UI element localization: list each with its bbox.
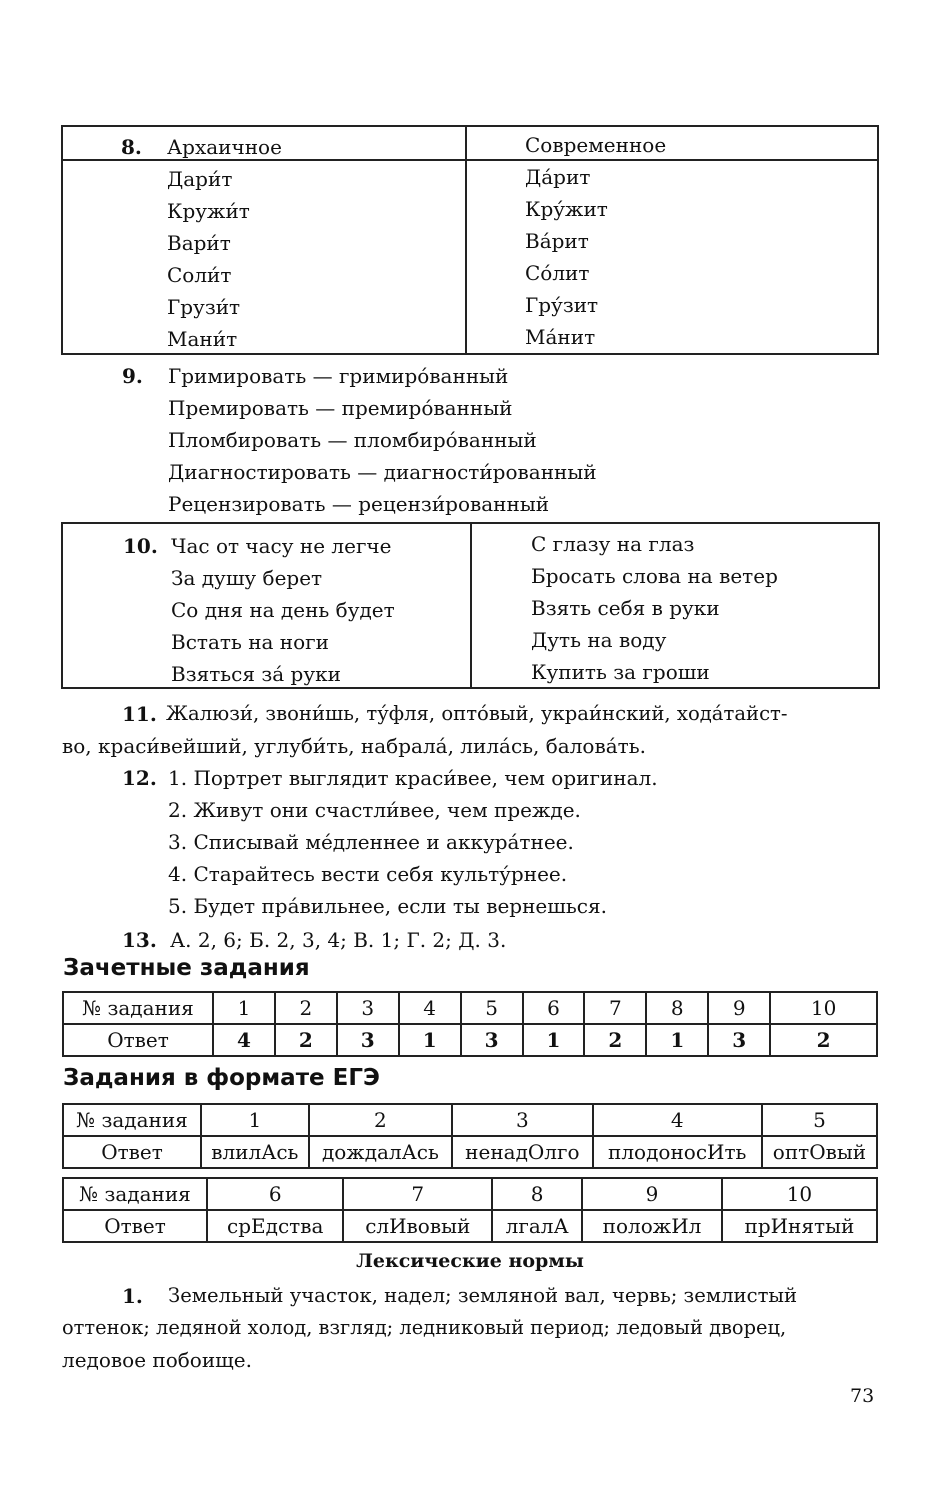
list-item: Диагностировать — диагности́рованный (168, 460, 597, 484)
task10-left-list (171, 530, 395, 690)
table-cell: 2 (309, 1104, 452, 1136)
list-item: Ма́нит (525, 325, 596, 349)
table-cell: 3 (461, 1024, 523, 1056)
list-item: Мани́т (167, 327, 238, 351)
list-item: Вари́т (167, 231, 231, 255)
list-item: Да́рит (525, 165, 591, 189)
table-cell: 2 (584, 1024, 646, 1056)
table-cell: 10 (722, 1178, 877, 1210)
table-cell: 10 (770, 992, 877, 1024)
table-cell: слИвовый (343, 1210, 492, 1242)
table-row (63, 992, 877, 1024)
row-label: № задания (63, 992, 213, 1024)
row-label: Ответ (63, 1136, 201, 1168)
lex-number: 1. (122, 1284, 143, 1308)
table-cell: плодоносИть (593, 1136, 762, 1168)
list-item: Гримировать — гримиро́ванный (168, 364, 509, 388)
table-row (63, 1104, 877, 1136)
list-item: Купить за гроши (531, 660, 710, 684)
list-item: Гру́зит (525, 293, 599, 317)
list-item: Рецензировать — рецензи́рованный (168, 492, 550, 516)
list-item: Премировать — премиро́ванный (168, 396, 513, 420)
table-cell: 9 (582, 1178, 722, 1210)
task11-line1: Жалюзи́, звони́шь, ту́фля, опто́вый, украи́нский, хода́тайст- (166, 702, 788, 725)
task8-left-header: Архаичное (167, 135, 282, 159)
table-cell: 4 (399, 992, 461, 1024)
list-item: 4. Старайтесь вести себя культу́рнее. (168, 862, 568, 886)
zachet-heading: Зачетные задания (63, 955, 310, 981)
table-cell: 6 (523, 992, 585, 1024)
list-item: Дари́т (167, 167, 233, 191)
table-cell: срЕдства (207, 1210, 343, 1242)
ege-table-1 (62, 1103, 878, 1169)
lex-line2: оттенок; ледяной холод, взгляд; ледниковый период; ледовый дворец, (62, 1316, 787, 1339)
table-cell: 1 (646, 1024, 708, 1056)
list-item: Час от часу не легче (171, 534, 392, 558)
table-cell: влилАсь (201, 1136, 309, 1168)
table-cell: 7 (343, 1178, 492, 1210)
table-cell: 4 (213, 1024, 275, 1056)
list-item: Пломбировать — пломбиро́ванный (168, 428, 537, 452)
list-item: 5. Будет пра́вильнее, если ты вернешься. (168, 894, 607, 918)
row-label: № задания (63, 1104, 201, 1136)
table-cell: 2 (275, 1024, 337, 1056)
table-cell: ненадОлго (452, 1136, 592, 1168)
table-row (63, 1178, 877, 1210)
lex-line3: ледовое побоище. (62, 1348, 252, 1372)
task10-right-list (531, 528, 778, 688)
list-item: Дуть на воду (531, 628, 667, 652)
table-cell: 4 (593, 1104, 762, 1136)
list-item: Со дня на день будет (171, 598, 395, 622)
table-cell: 3 (452, 1104, 592, 1136)
table-row (63, 1136, 877, 1168)
task8-left-list (167, 163, 250, 355)
list-item: Кру́жит (525, 197, 608, 221)
list-item: За душу берет (171, 566, 323, 590)
table-cell: оптОвый (762, 1136, 877, 1168)
task12-number: 12. (122, 766, 157, 790)
task11-line2: во, краси́вейший, углуби́ть, набрала́, лила́сь, балова́ть. (62, 734, 646, 758)
lex-line1: Земельный участок, надел; земляной вал, червь; землистый (168, 1284, 798, 1307)
table-cell: прИнятый (722, 1210, 877, 1242)
list-item: Кружи́т (167, 199, 250, 223)
table-cell: 9 (708, 992, 770, 1024)
table-cell: 5 (762, 1104, 877, 1136)
table-cell: 5 (461, 992, 523, 1024)
table-cell: 7 (584, 992, 646, 1024)
task12-list (168, 762, 658, 922)
task10-number: 10. (123, 534, 158, 558)
table-row (63, 1210, 877, 1242)
table-row (63, 1024, 877, 1056)
ege-heading: Задания в формате ЕГЭ (63, 1065, 380, 1091)
table-cell: дождалАсь (309, 1136, 452, 1168)
list-item: Взяться за́ руки (171, 662, 341, 686)
list-item: Взять себя в руки (531, 596, 720, 620)
list-item: Встать на ноги (171, 630, 329, 654)
table-cell: 1 (523, 1024, 585, 1056)
table-cell: 8 (646, 992, 708, 1024)
table-cell: 1 (201, 1104, 309, 1136)
list-item: Ва́рит (525, 229, 589, 253)
list-item: 3. Списывай ме́дленнее и аккура́тнее. (168, 830, 574, 854)
row-label: № задания (63, 1178, 207, 1210)
task13-number: 13. (122, 928, 157, 952)
task9-number: 9. (122, 364, 143, 388)
zachet-table (62, 991, 878, 1057)
table-cell: 6 (207, 1178, 343, 1210)
table-cell: 3 (708, 1024, 770, 1056)
table-cell: лгалА (492, 1210, 582, 1242)
task8-number: 8. (121, 135, 142, 159)
list-item: Соли́т (167, 263, 232, 287)
list-item: Грузи́т (167, 295, 241, 319)
list-item: Со́лит (525, 261, 590, 285)
row-label: Ответ (63, 1024, 213, 1056)
row-label: Ответ (63, 1210, 207, 1242)
ege-table-2 (62, 1177, 878, 1243)
table-cell: 8 (492, 1178, 582, 1210)
table-cell: 2 (770, 1024, 877, 1056)
task8-right-list (525, 161, 608, 353)
table-cell: 3 (337, 992, 399, 1024)
task10-table (61, 522, 880, 689)
list-item: 1. Портрет выглядит краси́вее, чем оригинал. (168, 766, 658, 790)
task8-right-header: Современное (525, 133, 667, 157)
table-cell: 1 (213, 992, 275, 1024)
table-cell: 3 (337, 1024, 399, 1056)
task9-list (168, 360, 597, 520)
task8-table (61, 125, 879, 355)
task11-number: 11. (122, 702, 157, 726)
lex-heading: Лексические нормы (356, 1250, 584, 1272)
list-item: С глазу на глаз (531, 532, 695, 556)
list-item: 2. Живут они счастли́вее, чем прежде. (168, 798, 581, 822)
task13-answer: А. 2, 6; Б. 2, 3, 4; В. 1; Г. 2; Д. 3. (170, 928, 507, 952)
table-cell: положИл (582, 1210, 722, 1242)
page-number: 73 (850, 1385, 875, 1407)
list-item: Бросать слова на ветер (531, 564, 778, 588)
table-cell: 1 (399, 1024, 461, 1056)
table-cell: 2 (275, 992, 337, 1024)
